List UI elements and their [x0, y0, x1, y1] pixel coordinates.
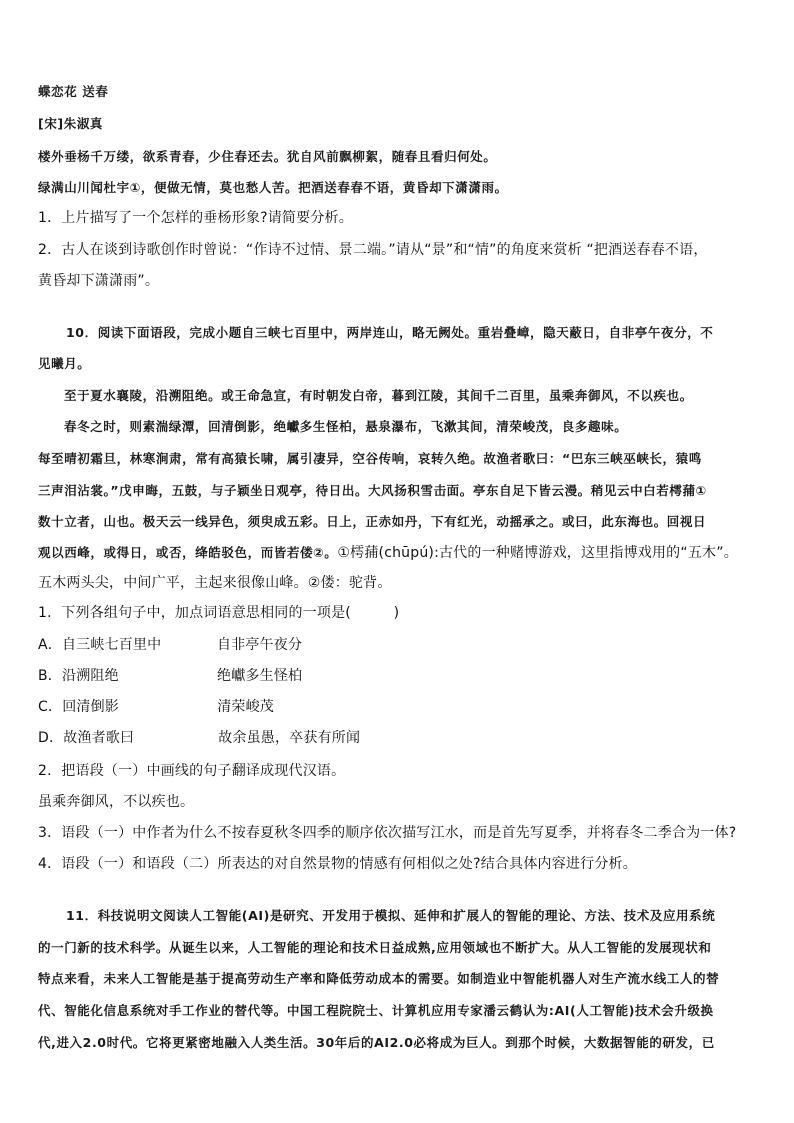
q10-para-summer: 至于夏水襄陵，沿溯阻绝。或王命急宣，有时朝发白帝，暮到江陵，其间千二百里，虽乘奔御风，不以疾也。 [64, 388, 693, 403]
q11-line-1: 11．科技说明文阅读人工智能(AI)是研究、开发用于模拟、延伸和扩展人的智能的理论、方法、技术及应用系统 [66, 908, 716, 923]
q10-para-autumn: 每至晴初霜旦，林寒涧肃，常有高猿长啸，属引凄异，空谷传响，哀转久绝。故渔者歌曰：“巴东三峡巫峡长，猿鸣 [38, 451, 702, 466]
option-c-first: 回清倒影 [62, 699, 119, 715]
option-a-second: 自非亭午夜分 [216, 637, 303, 653]
q10-sub-question-1: 1．下列各组句子中，加点词语意思相同的一项是( ) [38, 605, 400, 621]
poem-author: [宋]朱淑真 [38, 116, 104, 131]
option-d-second: 故余虽愚，卒获有所闻 [218, 730, 361, 746]
q10-sub-question-3: 3．语段（一）中作者为什么不按春夏秋冬四季的顺序依次描写江水，而是首先写夏季，并将春冬二季合为一体? [38, 825, 737, 841]
q10-para-taishan-3-text: 观以西峰，或得日，或否，绛皓驳色，而皆若偻②。 [38, 545, 338, 560]
option-c-second: 清荣峻茂 [217, 699, 274, 715]
option-b-second: 绝巘多生怪柏 [217, 668, 303, 684]
q10-sub-question-2-sentence: 虽乘奔御风，不以疾也。 [38, 794, 195, 810]
q11-line-2: 的一门新的技术科学。从诞生以来，人工智能的理论和技术日益成熟,应用领域也不断扩大。从人工智能的发展现状和 [38, 940, 712, 955]
option-d-letter: D． [38, 730, 64, 746]
poem-line-2: 绿满山川闻杜宇①，便做无情，莫也愁人苦。把酒送春春不语，黄昏却下潇潇雨。 [38, 180, 508, 195]
poem-line-1: 楼外垂杨千万缕，欲系青春，少住春还去。犹自风前飘柳絮，随春且看归何处。 [38, 149, 497, 164]
q10-sub-question-2: 2．把语段（一）中画线的句子翻译成现代汉语。 [38, 763, 346, 779]
q10-sub-question-4: 4．语段（一）和语段（二）所表达的对自然景物的情感有何相似之处?结合具体内容进行分析。 [38, 856, 637, 872]
option-a-letter: A． [38, 637, 62, 653]
q10-para-taishan-1: 三声泪沾裳。”戊申晦，五鼓，与子颖坐日观亭，待日出。大风扬积雪击面。亭东自足下皆云漫。稍见云中白若樗蒱① [38, 483, 707, 498]
option-a-first: 自三峡七百里中 [61, 637, 162, 653]
option-c-letter: C． [38, 699, 63, 715]
q10-footnote-1: ①樗蒱(chūpú):古代的一种赌博游戏，这里指博戏用的“五木”。 [337, 545, 738, 561]
q10-intro: 10．阅读下面语段，完成小题自三峡七百里中，两岸连山，略无阙处。重岩叠嶂，隐天蔽日，自非亭午夜分，不 [66, 325, 714, 340]
option-d-first: 故渔者歌曰 [63, 730, 135, 746]
option-b-first: 沿溯阻绝 [62, 668, 119, 684]
option-a [38, 634, 764, 654]
option-c [38, 696, 764, 716]
q10-footnote-2: 五木两头尖，中间广平，主起来很像山峰。②偻：驼背。 [38, 575, 392, 591]
option-b-letter: B． [38, 668, 63, 684]
q10-intro-cont: 见曦月。 [38, 356, 91, 371]
option-b [38, 665, 764, 685]
q11-line-4: 代、智能化信息系统对手工作业的替代等。中国工程院院士、计算机应用专家潘云鹤认为:AI(人工智能)技术会升级换 [38, 1003, 714, 1018]
poem-question-2: 2．古人在谈到诗歌创作时曾说：“作诗不过情、景二端。”请从“景”和“情”的角度来赏析 “把酒送春春不语， [38, 242, 708, 258]
option-d [38, 727, 764, 747]
q10-para-taishan-3 [38, 542, 764, 562]
poem-title: 蝶恋花 送春 [38, 84, 109, 99]
poem-question-2-cont: 黄昏却下潇潇雨”。 [38, 273, 160, 289]
q10-para-spring-winter: 春冬之时，则素湍绿潭，回清倒影，绝巘多生怪柏，悬泉瀑布，飞漱其间，清荣峻茂，良多趣味。 [64, 419, 628, 434]
q11-line-3: 特点来看，未来人工智能是基于提高劳动生产率和降低劳动成本的需要。如制造业中智能机器人对生产流水线工人的替 [38, 971, 720, 986]
q11-line-5: 代,进入2.0时代。它将更紧密地融入人类生活。30年后的AI2.0必将成为巨人。到那个时候，大数据智能的研发，已 [38, 1035, 715, 1050]
poem-question-1: 1．上片描写了一个怎样的垂杨形象?请简要分析。 [38, 210, 353, 226]
q10-para-taishan-2: 数十立者，山也。极天云一线异色，须臾成五彩。日上，正赤如丹，下有红光，动摇承之。或曰，此东海也。回视日 [38, 514, 707, 529]
